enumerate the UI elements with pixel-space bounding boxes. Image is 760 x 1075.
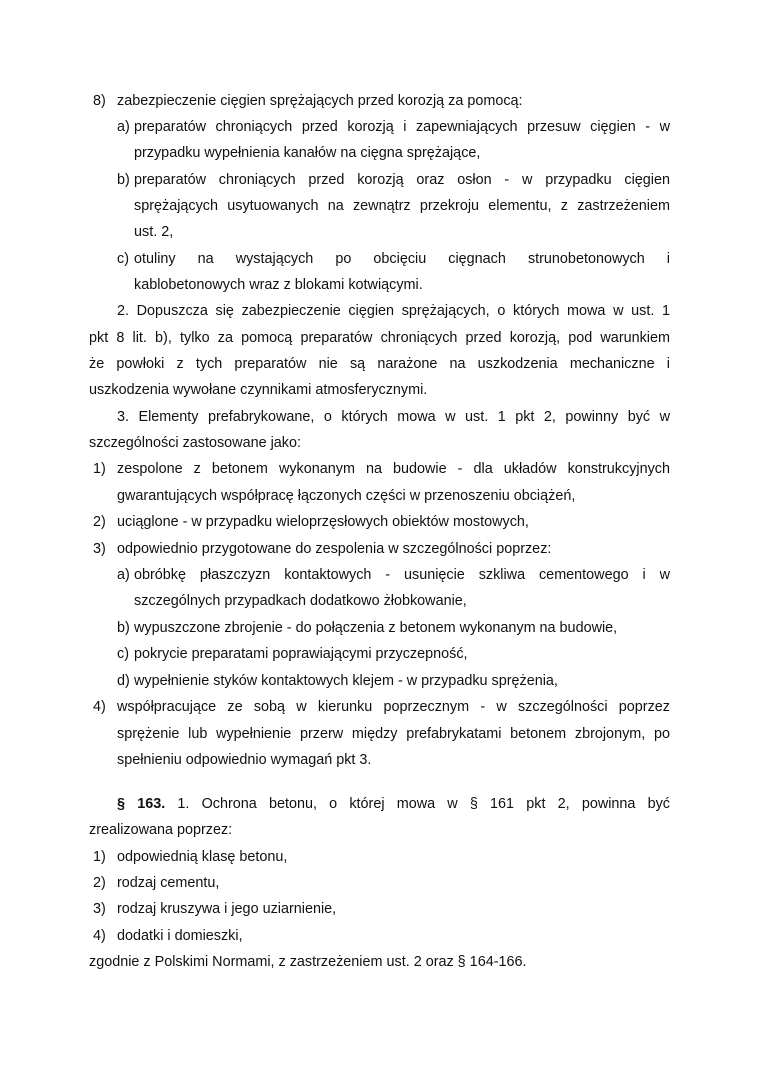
paragraph-line: zrealizowana poprzez: (89, 822, 233, 838)
list-item-line: gwarantujących współpracę łączonych części w przenoszeniu obciążeń, (117, 488, 576, 504)
sublist-marker: b) (117, 620, 130, 636)
paragraph-line: uszkodzenia wywołane czynnikami atmosferycznymi. (89, 382, 428, 398)
list-item-line: odpowiednio przygotowane do zespolenia w szczególności poprzez: (117, 541, 552, 557)
paragraph-line: 3. Elementy prefabrykowane, o których mowa w ust. 1 pkt 2, powinny być w (117, 409, 670, 425)
sublist-line: kablobetonowych wraz z blokami kotwiącymi. (134, 277, 423, 293)
list-marker: 1) (93, 849, 106, 865)
sublist-line: wypuszczone zbrojenie - do połączenia z betonem wykonanym na budowie, (134, 620, 618, 636)
section-heading: § 163. (117, 796, 166, 812)
sublist-line: szczególnych przypadkach dodatkowo żłobkowanie, (134, 593, 467, 609)
list-marker: 2) (93, 514, 106, 530)
paragraph-line: pkt 8 lit. b), tylko za pomocą preparatów chroniących przed korozją, pod warunkiem (89, 330, 670, 346)
section-text: 1. Ochrona betonu, o której mowa w § 161 pkt 2, powinna być (177, 796, 670, 812)
list-marker: 8) (93, 93, 106, 109)
list-item-line: rodzaj cementu, (117, 875, 220, 891)
sublist-marker: c) (117, 646, 129, 662)
list-item-line: dodatki i domieszki, (117, 928, 243, 944)
sublist-line: preparatów chroniących przed korozją i zapewniających przesuw cięgien - w (134, 119, 670, 135)
sublist-line: przypadku wypełnienia kanałów na cięgna sprężające, (134, 145, 481, 161)
list-item-line: uciąglone - w przypadku wieloprzęsłowych obiektów mostowych, (117, 514, 529, 530)
list-marker: 3) (93, 541, 106, 557)
sublist-marker: c) (117, 251, 129, 267)
section-first-line (117, 795, 670, 813)
sublist-marker: b) (117, 172, 130, 188)
list-marker: 3) (93, 901, 106, 917)
sublist-line: preparatów chroniących przed korozją oraz osłon - w przypadku cięgien (134, 172, 670, 188)
list-item-line: sprężenie lub wypełnienie przerw między prefabrykatami betonem zbrojonym, po (117, 726, 670, 742)
sublist-line: sprężających usytuowanych na zewnątrz przekroju elementu, z zastrzeżeniem (134, 198, 670, 214)
list-marker: 4) (93, 928, 106, 944)
sublist-marker: a) (117, 119, 130, 135)
list-item-line: spełnieniu odpowiednio wymagań pkt 3. (117, 752, 372, 768)
list-item-line: rodzaj kruszywa i jego uziarnienie, (117, 901, 337, 917)
sublist-line: otuliny na wystających po obcięciu cięgnach strunobetonowych i (134, 251, 670, 267)
paragraph-line: 2. Dopuszcza się zabezpieczenie cięgien sprężających, o których mowa w ust. 1 (117, 303, 670, 319)
list-item-line: odpowiednią klasę betonu, (117, 849, 288, 865)
list-marker: 2) (93, 875, 106, 891)
paragraph-line: że powłoki z tych preparatów nie są narażone na uszkodzenia mechaniczne i (89, 356, 670, 372)
paragraph-line: szczególności zastosowane jako: (89, 435, 301, 451)
sublist-line: ust. 2, (134, 224, 174, 240)
sublist-marker: d) (117, 673, 130, 689)
sublist-marker: a) (117, 567, 130, 583)
sublist-line: obróbkę płaszczyzn kontaktowych - usunięcie szkliwa cementowego i w (134, 567, 670, 583)
sublist-line: pokrycie preparatami poprawiającymi przyczepność, (134, 646, 468, 662)
closing-line: zgodnie z Polskimi Normami, z zastrzeżeniem ust. 2 oraz § 164-166. (89, 954, 527, 970)
list-marker: 4) (93, 699, 106, 715)
list-item-line: współpracujące ze sobą w kierunku poprzecznym - w szczególności poprzez (117, 699, 670, 715)
list-item-text: zabezpieczenie cięgien sprężających przed korozją za pomocą: (117, 93, 523, 109)
list-item-line: zespolone z betonem wykonanym na budowie - dla układów konstrukcyjnych (117, 461, 670, 477)
list-marker: 1) (93, 461, 106, 477)
sublist-line: wypełnienie styków kontaktowych klejem - w przypadku sprężenia, (134, 673, 558, 689)
